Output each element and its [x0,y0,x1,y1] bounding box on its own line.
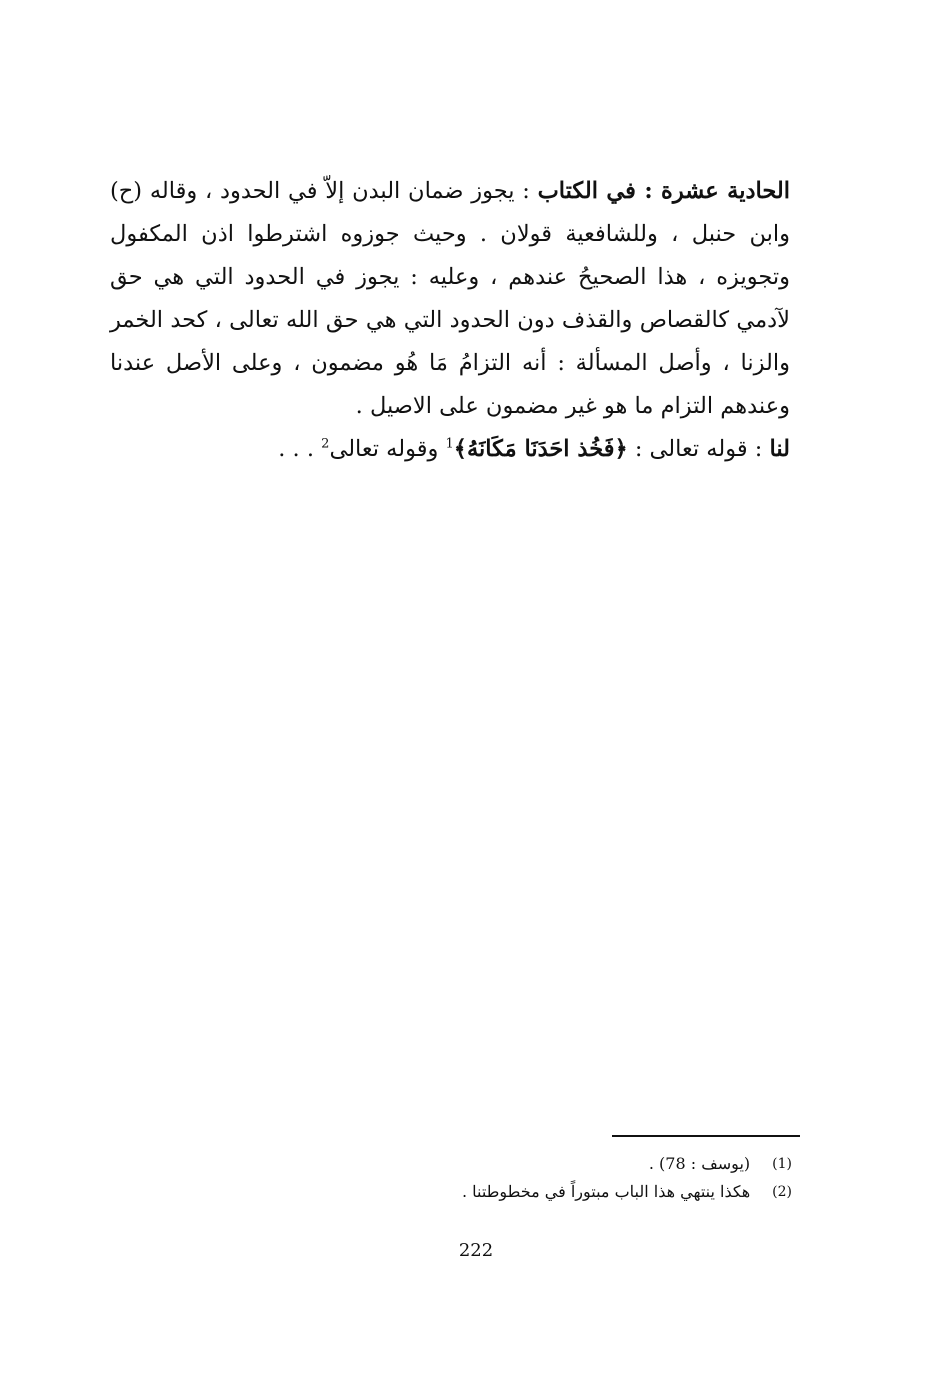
footnote-item [292,1178,792,1206]
footnote-divider [612,1135,800,1137]
footnote-item [292,1150,792,1178]
quran-verse: ﴿فَخُذ احَدَنَا مَكَانَهُ﴾ [453,436,628,462]
after-verse-text: وقوله تعالى [329,436,446,462]
main-text [110,170,790,471]
footnote-ref-1: 1 [445,436,454,452]
footnote-text: (يوسف : 78) . [648,1154,751,1173]
page-number: 222 [458,1240,494,1261]
section-heading: الحادية عشرة : في الكتاب [537,178,790,204]
footnote-ref-2: 2 [321,436,330,452]
footnote-number: (2) [772,1184,792,1200]
footnote-text: هكذا ينتهي هذا الباب مبتوراً في مخطوطتنا . [461,1182,751,1201]
lana-intro: : قوله تعالى : [627,436,770,462]
footnotes [292,1150,792,1206]
lana-label: لنا [769,436,790,462]
paragraph-1 [110,170,790,428]
footnote-number: (1) [772,1156,792,1172]
ellipsis: . . . [278,436,322,462]
paragraph-2 [110,428,790,471]
paragraph-body: : يجوز ضمان البدن إلاّ في الحدود ، وقاله (ح) وابن حنبل ، وللشافعية قولان . وحيث جوزوه اشترطوا اذن المكفول وتجويزه ، هذا الصحيحُ عندهم ، وعليه : يجوز في الحدود التي هي حق لآدمي كالقصاص والقذف دون الحدود التي هي حق الله تعالى ، كحد الخمر والزنا ، وأصل المسألة : أنه التزامُ مَا هُو مضمون ، وعلى الأصل عندنا وعندهم التزام ما هو غير مضمون على الاصيل . [110,178,790,419]
